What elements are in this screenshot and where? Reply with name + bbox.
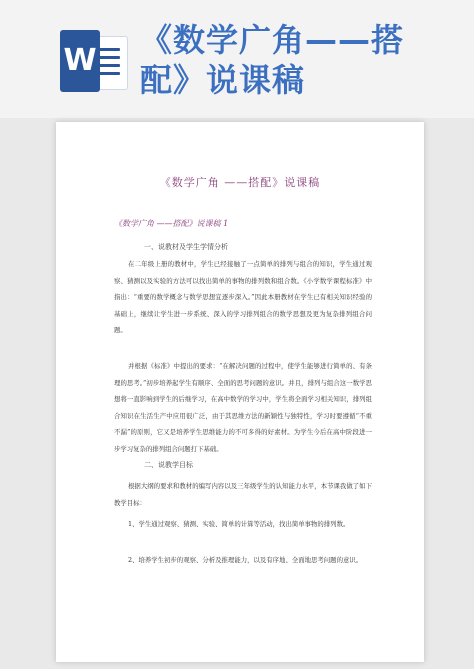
section-heading-1: 一、说教材及学生学情分析 — [144, 243, 228, 251]
paragraph-4: 1、学生通过观察、猜测、实验、简单的计算等活动，找出简单事物的排列数。 — [128, 520, 350, 528]
word-icon — [60, 30, 126, 92]
document-page — [56, 122, 424, 662]
section-heading-2: 二、说教学目标 — [144, 461, 193, 469]
paragraph-3: 根据大纲的要求和教材的编写内容以及三年级学生的认知能力水平，本节课我做了如下教学目标： — [114, 482, 372, 507]
word-icon-letter: W — [60, 30, 100, 92]
document-subtitle: 《数学广角 ——搭配》说课稿 1 — [114, 219, 229, 228]
paragraph-2: 并根据《标准》中提出的要求：“在解决问题的过程中，使学生能够进行简单的、有条理的思考。”初步培养起学生有顺序、全面的思考问题的意识。并且，排列与组合这一数学思想将一直影响到学生的后继学习，在高中数学的学习中，学生将全面学习相关知识，排列组合知识在生活生产中应用很广泛，由于其思维方法的新颖性与独特性，学习时要遵循“不重不漏”的原则，它又是培养学生思维能力的不可多得的好素材。为学生今后在高中阶段进一步学习复杂的排列组合问题打下基础。 — [114, 362, 372, 453]
banner — [0, 0, 474, 118]
document-title: 《数学广角 ——搭配》说课稿 — [159, 176, 321, 189]
paragraph-5: 2、培养学生初步的观察、分析及推理能力，以及有序地、全面地思考问题的意识。 — [128, 556, 363, 564]
banner-title-line2: 配》说课稿 — [140, 61, 306, 99]
paragraph-1: 在二年级上册的教材中，学生已经接触了一点简单的排列与组合的知识，学生通过观察、猜测以及实验的方法可以找出简单的事物的排列数和组合数。《小学数学课程标准》中指出：“重要的数学概念与数学思想宜逐步深入。”因此本册教材在学生已有相关知识经验的基础上，继续让学生进一步系统、深入的学习排列组合的数学思想及更为复杂排列组合问题。 — [114, 260, 372, 334]
banner-title-line1: 《数学广角——搭 — [140, 21, 405, 59]
banner-title — [140, 20, 460, 100]
